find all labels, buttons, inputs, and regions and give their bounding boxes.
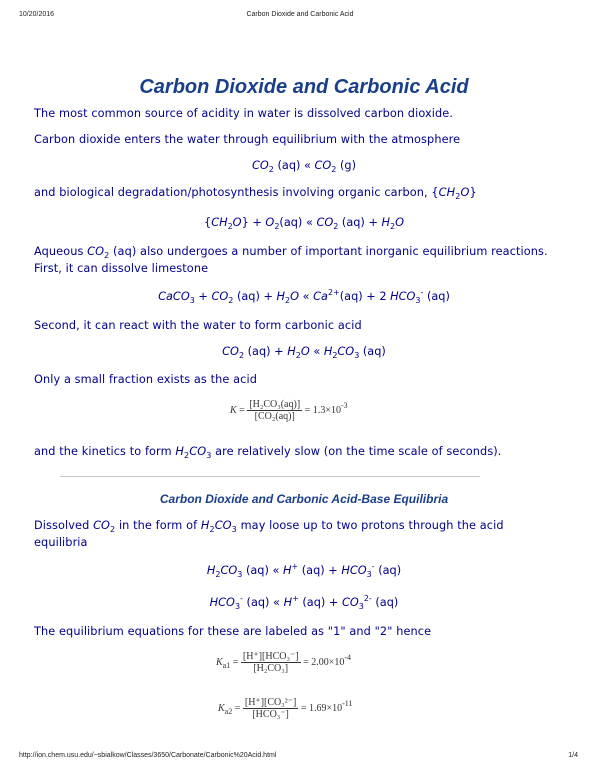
equation-first-dissociation: $H_2CO_3$ (aq) « H+ $(aq) + HCO_3^-$ (aq) <box>206 562 402 579</box>
page-title: Carbon Dioxide and Carbonic Acid <box>139 76 469 98</box>
section-divider <box>60 476 480 477</box>
equation-co2-gas: $CO_2$ (aq) « $CO_2$ (g) <box>252 159 356 174</box>
print-footer <box>0 752 600 762</box>
paragraph-carbonic-acid: Second, it can react with the water to form carbonic acid <box>34 319 362 332</box>
print-page-number: 1/4 <box>568 752 578 759</box>
paragraph-dissolved-co2: Dissolved $CO_2$ in the form of $H_2CO_3$ may loose up to two protons through the acid <box>34 519 504 534</box>
paragraph-limestone: First, it can dissolve limestone <box>34 262 209 275</box>
formula-ka2: $K_{a2}$ = $\frac{\text{[H⁺][CO₃²⁻]}}{\text{[HCO₃⁻]}}$ = $1.69\times 10^{-11}$ <box>218 697 353 720</box>
equation-second-dissociation: $HCO_3^-$ (aq) « H+ $(aq) + CO_3^{2-}$ (aq) <box>209 594 399 611</box>
equation-photosynthesis: $\{CH_2O\} + O_2(aq)$ « $CO_2$ $(aq) + H_2O$ <box>204 216 404 231</box>
equation-carbonic-acid: $CO_2$ $(aq) + H_2O$ « $H_2CO_3$ (aq) <box>222 345 386 360</box>
print-header <box>0 11 600 21</box>
paragraph-aqueous-co2: Aqueous $CO_2$ (aq) also undergoes a number of important inorganic equilibrium reactions. <box>34 245 548 260</box>
section-heading: Carbon Dioxide and Carbonic Acid-Base Equilibria <box>159 492 449 506</box>
formula-k-hydration: K = $\frac{\text{[H₂CO₃(aq)]}}{\text{[CO₂(aq)]}}$ = $1.3\times 10^{-3}$ <box>230 399 348 422</box>
print-doc-title: Carbon Dioxide and Carbonic Acid <box>246 11 354 18</box>
print-url: http://ion.chem.usu.edu/~sbialkow/Classes/3650/Carbonate/Carbonic%20Acid.html <box>19 752 277 759</box>
paragraph-intro: The most common source of acidity in water is dissolved carbon dioxide. <box>34 107 454 120</box>
paragraph-kinetics: and the kinetics to form $H_2CO_3$ are relatively slow (on the time scale of seconds). <box>34 445 502 460</box>
equation-limestone: CaCO$_3$ + $CO_2$ $(aq) + H_2O$ « $Ca^{2+}(aq) + 2$ $HCO_3^-$ (aq) <box>158 288 450 305</box>
paragraph-atmosphere: Carbon dioxide enters the water through equilibrium with the atmosphere <box>34 133 461 146</box>
paragraph-equilibria: equilibria <box>34 536 88 549</box>
paragraph-small-fraction: Only a small fraction exists as the acid <box>34 373 257 386</box>
paragraph-equilibrium-labels: The equilibrium equations for these are labeled as "1" and "2" hence <box>34 625 432 638</box>
print-date: 10/20/2016 <box>19 11 55 18</box>
paragraph-organic-carbon: and biological degradation/photosynthesis involving organic carbon, $\{CH_2O\}$ <box>34 186 477 201</box>
formula-ka1: $K_{a1}$ = $\frac{\text{[H⁺][HCO₃⁻]}}{\text{[H₂CO₃]}}$ = $2.00\times 10^{-4}$ <box>216 651 352 674</box>
